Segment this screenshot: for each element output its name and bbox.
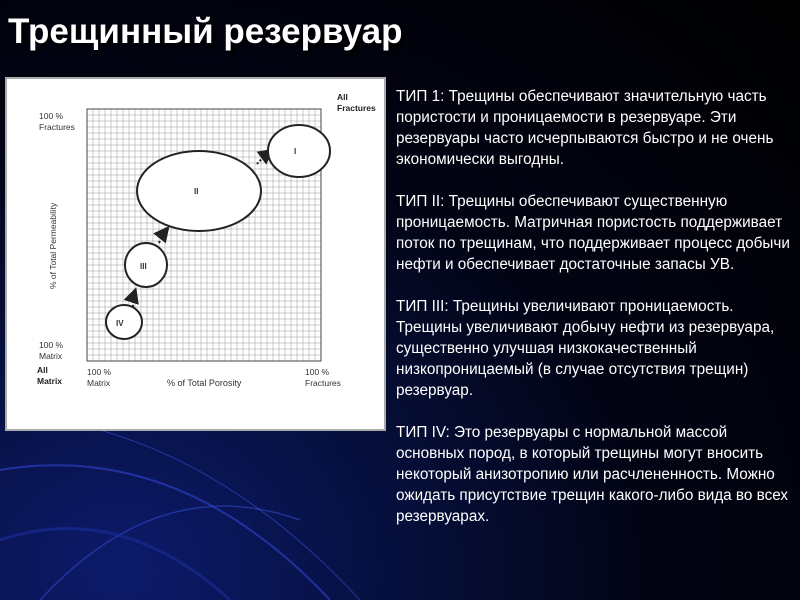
type-4-description: ТИП IV: Это резервуары с нормальной массой основных пород, в который трещины могут вносить некоторый анизотропию или расчлененность. Можно ожидать присутствие трещин какого-либо вида во всех резервуарах. xyxy=(396,424,789,525)
type-1-description: ТИП 1: Трещины обеспечивают значительную часть пористости и проницаемости в резервуаре. Эти резервуары часто исчерпываются быстро и не очень экономически выгодны. xyxy=(396,88,774,168)
arrow-iv-to-iii xyxy=(133,291,135,307)
type-i-label: I xyxy=(294,147,297,156)
type-iii-label: III xyxy=(140,262,147,271)
diagram-canvas xyxy=(7,79,388,433)
type-3-description: ТИП III: Трещины увеличивают проницаемость. Трещины увеличивают добычу нефти из резервуара, существенно улучшая низкокачественный низкопроницаемый (в случае отсутствия трещин) резервуар. xyxy=(396,298,775,399)
all-matrix-label-2: Matrix xyxy=(37,376,63,386)
top-right-label-2: Fractures xyxy=(337,103,376,113)
top-left-label-1: 100 % xyxy=(39,111,64,121)
reservoir-type-diagram xyxy=(5,77,386,431)
type-ii-ellipse xyxy=(137,151,261,231)
x-axis-label: % of Total Porosity xyxy=(167,378,242,388)
all-matrix-label-1: All xyxy=(37,365,48,375)
y-axis-label: % of Total Permeability xyxy=(48,202,58,289)
type-iv-label: IV xyxy=(116,319,124,328)
x-left-label-2: Matrix xyxy=(87,378,111,388)
type-ii-label: II xyxy=(194,187,199,196)
type-iv-ellipse xyxy=(106,305,142,339)
x-left-label-1: 100 % xyxy=(87,367,112,377)
bottom-left-label-2: Matrix xyxy=(39,351,63,361)
type-descriptions xyxy=(396,86,796,548)
top-right-label-1: All xyxy=(337,92,348,102)
x-right-label-1: 100 % xyxy=(305,367,330,377)
slide-title: Трещинный резервуар xyxy=(8,12,403,51)
bottom-left-label-1: 100 % xyxy=(39,340,64,350)
type-i-ellipse xyxy=(268,125,330,177)
x-right-label-2: Fractures xyxy=(305,378,341,388)
top-left-label-2: Fractures xyxy=(39,122,75,132)
type-2-description: ТИП II: Трещины обеспечивают существенную проницаемость. Матричная пористость поддерживает поток по трещинам, что поддерживает процесс добычи нефти и обеспечивает достаточные запасы УВ. xyxy=(396,193,790,273)
